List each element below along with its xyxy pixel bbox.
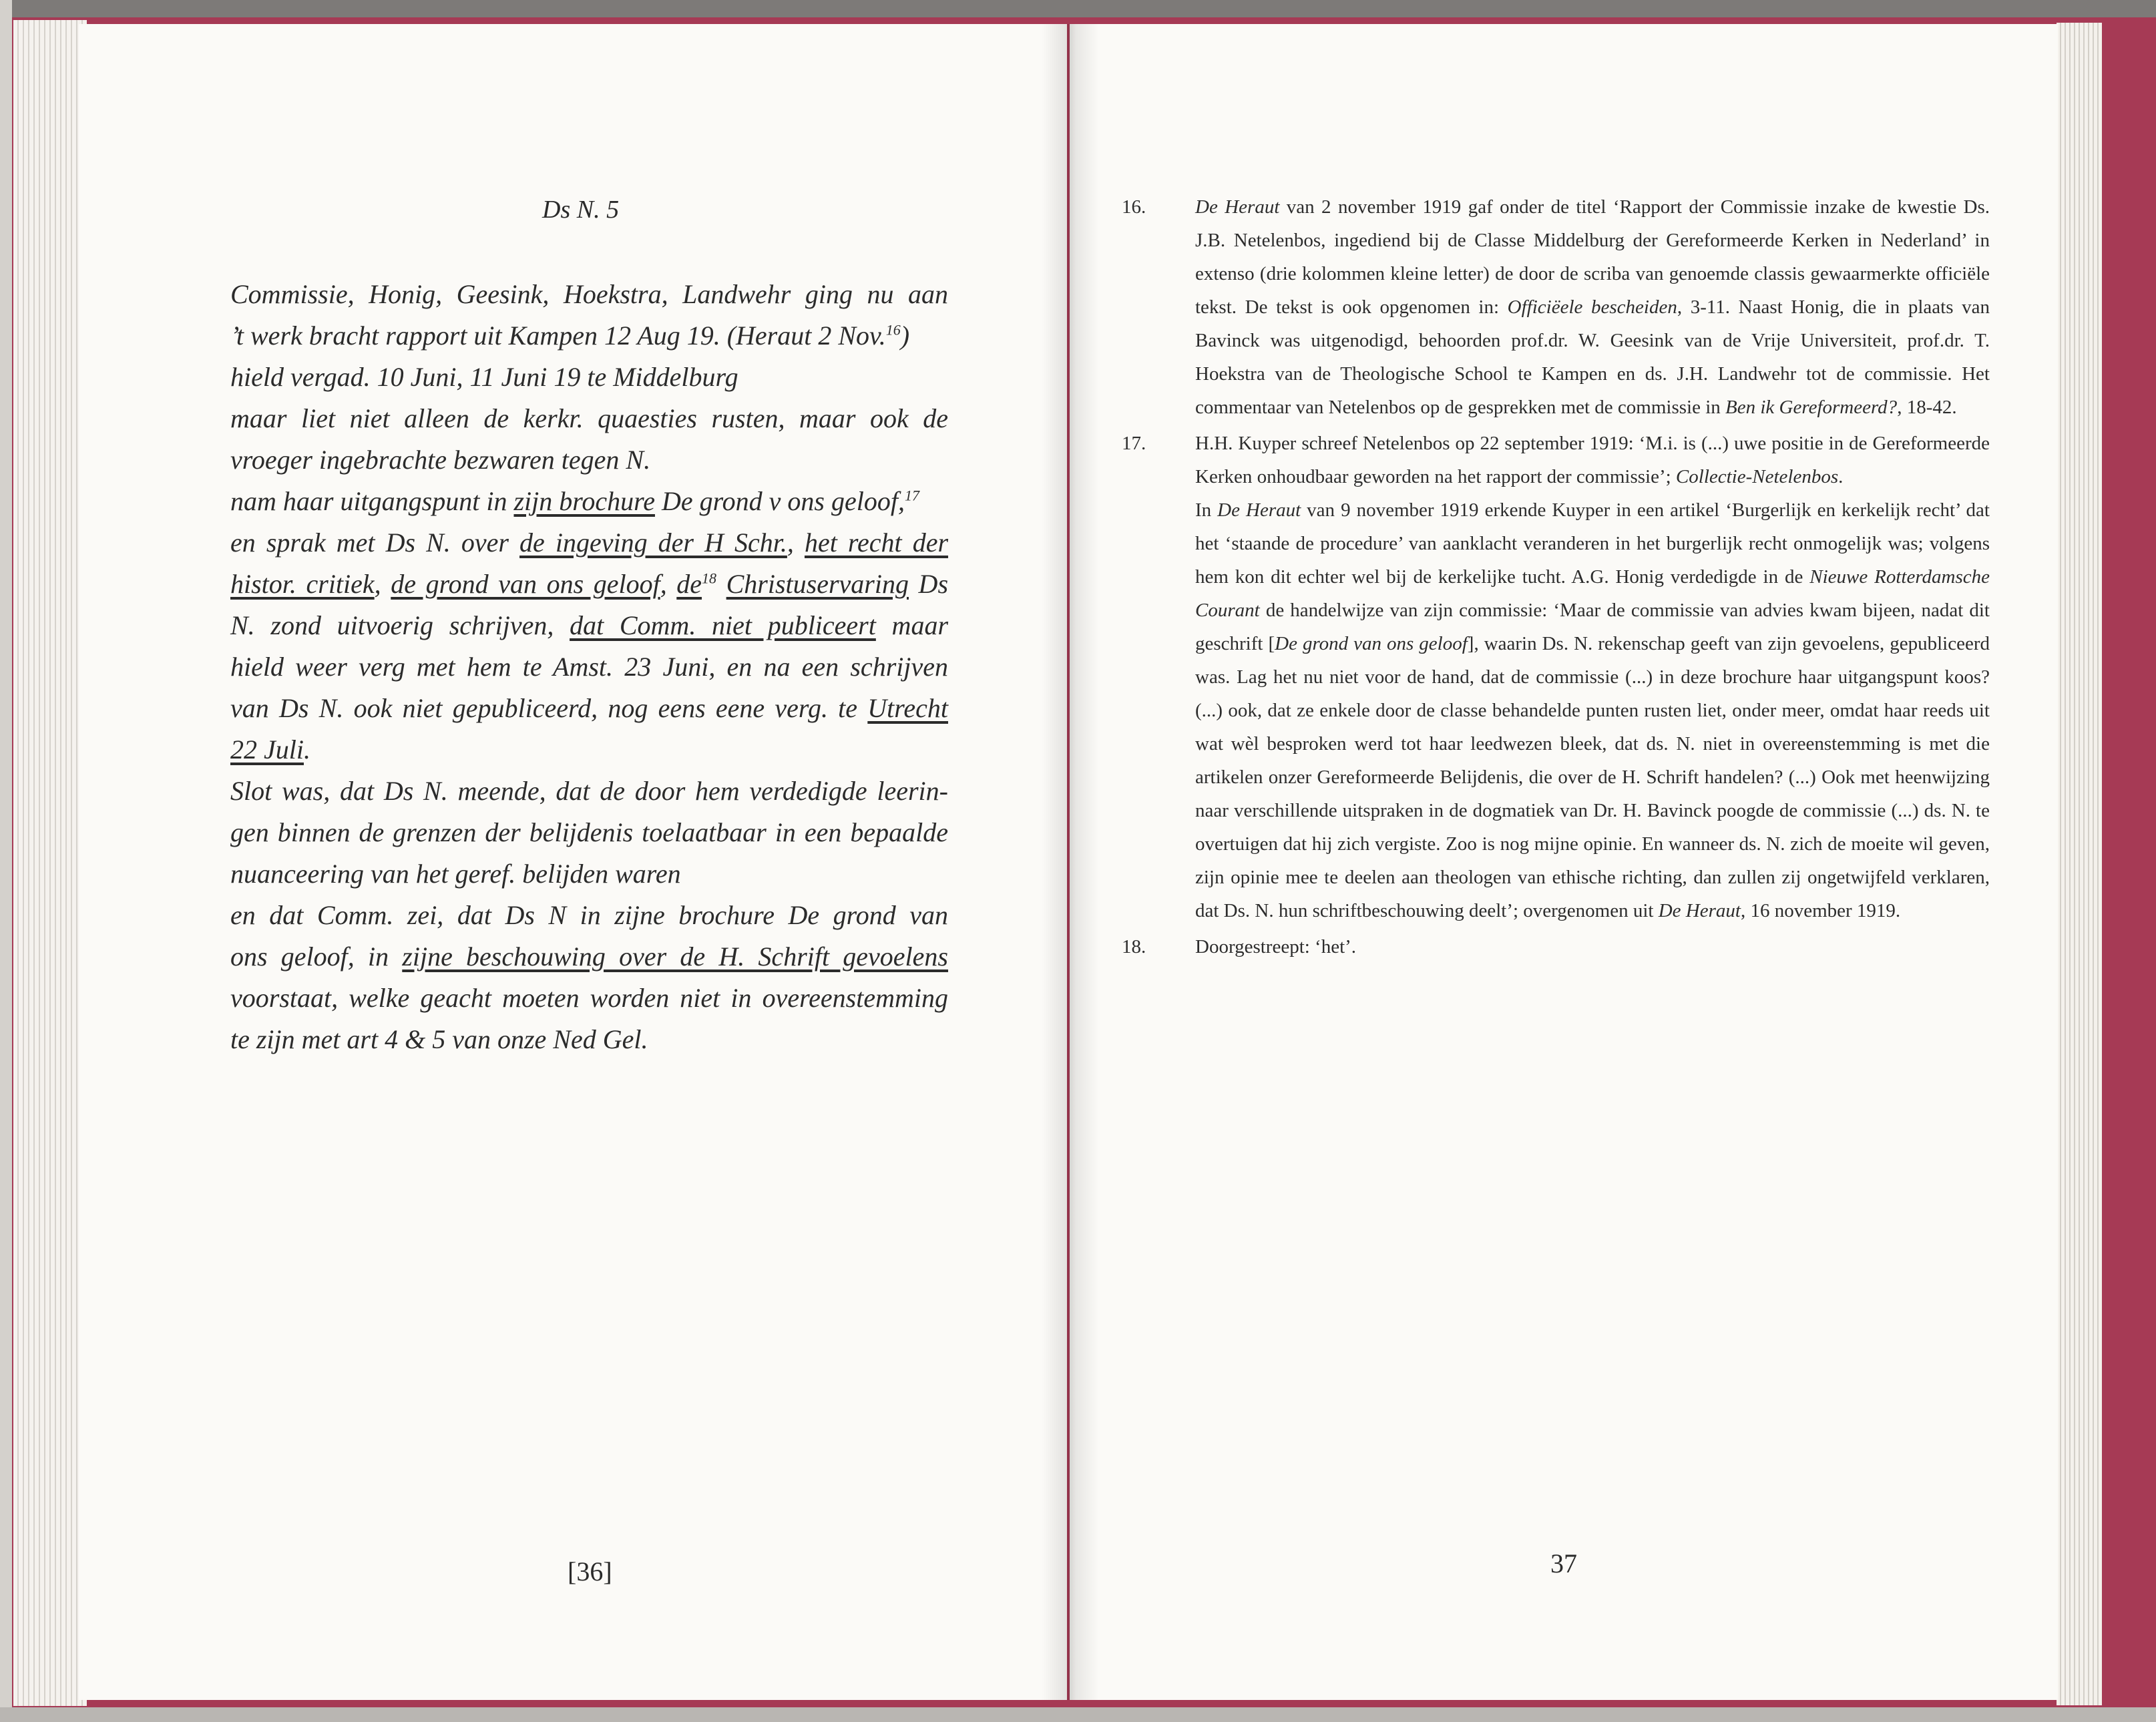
- book-gutter: [1042, 24, 1099, 1700]
- footnote-segment: , 18-42.: [1897, 397, 1957, 418]
- underlined-text: de grond van ons geloof: [391, 569, 660, 599]
- footnote-ref: 18: [702, 570, 717, 587]
- letter-text: .: [303, 734, 310, 765]
- letter-line: [230, 688, 948, 729]
- footnote-number: 16.: [1122, 196, 1146, 218]
- footnote-number: 17.: [1122, 433, 1146, 454]
- italic-title: De grond van ons geloof: [1275, 633, 1468, 654]
- letter-text: ,: [374, 569, 391, 599]
- footnote-segment: Doorgestreept: ‘het’.: [1195, 936, 1357, 957]
- letter-line: [230, 564, 948, 605]
- letter-text: gen binnen de grenzen der belijdenis toelaatbaar in een bepaalde: [230, 817, 948, 847]
- underlined-text: 22 Juli: [230, 734, 304, 765]
- underlined-text: zijn brochure: [513, 486, 655, 516]
- footnotes: [1122, 190, 1990, 963]
- letter-text: N. zond uitvoerig schrijven,: [230, 610, 570, 640]
- italic-title: Collectie-Netelenbos: [1675, 466, 1839, 487]
- letter-line: [230, 936, 948, 978]
- letter-line: [230, 771, 948, 812]
- letter-text: maar: [875, 610, 949, 640]
- footnote-segment: van 9 november 1919 erkende Kuyper in een artikel ‘Burgerlijk en kerkelijk recht’ dat het ‘staande de procedure’ van aanklacht veranderen in het burgerlijk recht onmogelijk was; volgens hem kon dit echter wel bij de kerkelijke tucht. A.G. Honig verdedigde in de: [1195, 499, 1990, 588]
- letter-line: [230, 274, 948, 315]
- cover-edge-top: [0, 0, 2156, 17]
- italic-title: De Heraut: [1217, 499, 1301, 521]
- footnote-number: 18.: [1122, 936, 1146, 957]
- footnote-segment: van 2 november 1919 gaf onder de titel ‘Rapport der Commissie inzake de kwestie Ds. J.B. Netelenbos, ingediend bij de Classe Middelburg der Gereformeerde Kerken in Nederland’ in extenso (drie kolommen kleine letter) de door de scriba van genoemde classis gewaarmerkte officiële tekst. De tekst is ook opgenomen in:: [1195, 196, 1990, 318]
- underlined-text: Christuservaring: [726, 569, 909, 599]
- letter-line: [230, 646, 948, 688]
- letter-body: [230, 274, 948, 1060]
- footnote-segment: In: [1195, 499, 1218, 521]
- footnote-segment: , 3-11. Naast Honig, die in plaats van Bavinck was uitgenodigd, behoorden prof.dr. W. Geesink van de Vrije Universiteit, prof.dr. T. Hoekstra van de Theologische School te Kampen en ds. J.H. Landwehr tot de commissie. Het commentaar van Netelenbos op de gesprekken met de commissie in: [1195, 296, 1990, 418]
- letter-line: [230, 729, 948, 771]
- footnote: [1122, 427, 1990, 927]
- footnote-segment: ], waarin Ds. N. rekenschap geeft van zijn gevoelens, gepubliceerd was. Lag het nu niet voor de hand, dat de commissie (...) in deze brochure haar uitgangspunt koos? (...) ook, dat ze enkele door de classe behandelde punten rusten liet, onder meer, omdat haar reeds uit wat wèl besproken werd tot haar leedwezen bleek, dat ds. N. niet in overeenstemming is met die artikelen onzer Gereformeerde Belijdenis, die over de H. Schrift handelen? (...) Ook met heenwijzing naar verschillende uitspraken in de dogmatiek van Dr. H. Bavinck poogde de commissie (...) ds. N. te overtuigen dat hij zich vergiste. Zoo is nog mijne opinie. En wanneer ds. N. zich de moeite wil geven, zijn opinie mee te deelen aan theologen van ethische richting, dan zullen zij ongetwijfeld verklaren, dat Ds. N. hun schriftbeschouwing deelt’; overgenomen uit: [1195, 633, 1990, 921]
- letter-text: [716, 569, 726, 599]
- underlined-text: de ingeving der H Schr.: [519, 527, 787, 558]
- footnote-segment: , 16 november 1919.: [1740, 900, 1901, 921]
- letter-text: ,: [787, 527, 805, 558]
- footnote-segment: .: [1838, 466, 1844, 487]
- italic-title: De Heraut: [1195, 196, 1280, 218]
- letter-text: De grond v ons geloof,: [654, 486, 905, 516]
- letter-text: maar liet niet alleen de kerkr. quaesties rusten, maar ook de: [230, 403, 948, 433]
- footnote-text: [1195, 427, 1990, 927]
- page-stack-left: [13, 20, 87, 1706]
- letter-text: vroeger ingebrachte bezwaren tegen N.: [230, 445, 651, 475]
- underlined-text: dat Comm. niet publiceert: [570, 610, 876, 640]
- footnote-ref: 17: [904, 487, 919, 504]
- footnote-segment: de handelwijze van zijn commissie: ‘Maar de commissie van advies kwam bijeen, nadat dit geschrift [: [1195, 600, 1990, 654]
- letter-line: [230, 605, 948, 646]
- italic-title: Ben ik Gereformeerd?: [1725, 397, 1898, 418]
- letter-line: [230, 522, 948, 564]
- underlined-text: zijne beschouwing over de H. Schrift gevoelens: [402, 941, 948, 972]
- letter-line: [230, 812, 948, 853]
- letter-heading: Ds N. 5: [542, 196, 620, 224]
- letter-text: ): [900, 320, 910, 351]
- letter-line: [230, 895, 948, 936]
- letter-text: ,: [660, 569, 677, 599]
- letter-text: Slot was, dat Ds N. meende, dat de door hem verdedigde leerin-: [230, 776, 948, 806]
- underlined-text: het recht der: [804, 527, 949, 558]
- letter-line: [230, 315, 948, 357]
- letter-text: Commissie, Honig, Geesink, Hoekstra, Landwehr ging nu aan: [230, 279, 948, 309]
- underlined-text: Utrecht: [867, 693, 948, 723]
- letter-line: [230, 398, 948, 439]
- cover-edge-left: [0, 0, 12, 1722]
- page-number-right: 37: [1550, 1548, 1577, 1578]
- letter-line: [230, 978, 948, 1019]
- italic-title: Nieuwe Rotterdamsche Courant: [1195, 566, 1990, 621]
- letter-text: nuanceering van het geref. belijden waren: [230, 859, 681, 889]
- page-number-left: [36]: [568, 1556, 612, 1586]
- footnote-ref: 16: [885, 321, 901, 339]
- letter-text: voorstaat, welke geacht moeten worden niet in overeenstemming: [230, 983, 948, 1013]
- letter-line: [230, 1019, 948, 1060]
- letter-text: van Ds N. ook niet gepubliceerd, nog eens eene verg. te: [230, 693, 868, 723]
- underlined-text: histor. critiek: [230, 569, 375, 599]
- italic-title: De Heraut: [1658, 900, 1741, 921]
- page-stack-right: [2057, 23, 2102, 1705]
- letter-line: [230, 853, 948, 895]
- letter-text: nam haar uitgangspunt in: [230, 486, 514, 516]
- letter-text: Ds: [908, 569, 949, 599]
- letter-line: [230, 357, 948, 398]
- letter-line: [230, 481, 948, 522]
- letter-line: [230, 439, 948, 481]
- cover-edge-bottom: [0, 1707, 2156, 1722]
- footnote-segment: H.H. Kuyper schreef Netelenbos op 22 september 1919: ‘M.i. is (...) uwe positie in de Gereformeerde Kerken onhoudbaar geworden na het rapport der commissie’;: [1195, 433, 1990, 487]
- footnote-text: [1195, 930, 1990, 963]
- letter-text: en dat Comm. zei, dat Ds N in zijne brochure De grond van: [230, 900, 948, 930]
- footnote-text: [1195, 190, 1990, 424]
- footnote: [1122, 930, 1990, 963]
- footnote: [1122, 190, 1990, 424]
- italic-title: Officiëele bescheiden: [1507, 296, 1677, 318]
- letter-text: hield weer verg met hem te Amst. 23 Juni, en na een schrijven: [230, 652, 948, 682]
- letter-text: te zijn met art 4 & 5 van onze Ned Gel.: [230, 1024, 648, 1054]
- letter-text: ons geloof, in: [230, 941, 403, 972]
- underlined-text: de: [676, 569, 702, 599]
- letter-text: ’t werk bracht rapport uit Kampen 12 Aug 19. (Heraut 2 Nov.: [230, 320, 886, 351]
- letter-text: en sprak met Ds N. over: [230, 527, 520, 558]
- letter-text: hield vergad. 10 Juni, 11 Juni 19 te Middelburg: [230, 362, 738, 392]
